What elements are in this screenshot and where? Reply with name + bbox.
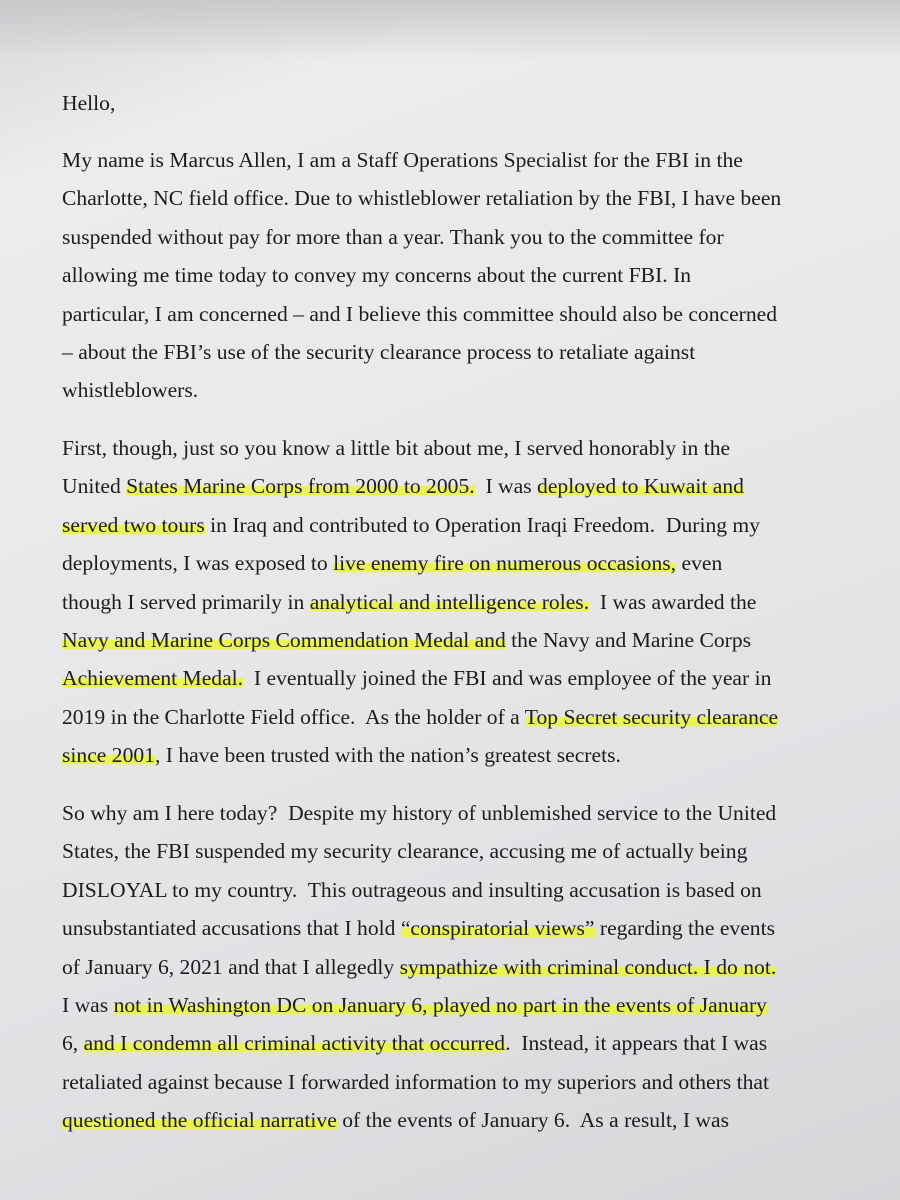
text-segment: So why am I here today? Despite my history of unblemished service to the United (62, 801, 777, 825)
text-segment: First, though, just so you know a little bit about me, I served honorably in the (62, 436, 731, 460)
text-segment: – about the FBI’s use of the security clearance process to retaliate against (62, 339, 696, 364)
text-segment: in Iraq and contributed to Operation Iraqi Freedom. During my (204, 512, 761, 537)
highlighted-text: questioned the official narrative (62, 1108, 337, 1133)
highlighted-text: deployed to Kuwait and (537, 474, 744, 499)
text-segment: Charlotte, NC field office. Due to whistleblower retaliation by the FBI, I have been (62, 186, 782, 211)
text-line (62, 1063, 776, 1101)
text-line (62, 659, 778, 697)
highlighted-text: Navy and Marine Corps Commendation Medal and (62, 627, 506, 652)
text-segment: My name is Marcus Allen, I am a Staff Operations Specialist for the FBI in the (62, 148, 743, 172)
text-line (62, 544, 778, 582)
text-line (62, 295, 781, 333)
text-segment: though I served primarily in (62, 589, 310, 614)
paper-fold-shadow (0, 0, 900, 60)
text-segment: allowing me time today to convey my concerns about the current FBI. In (62, 263, 692, 288)
text-segment: regarding the events (594, 916, 775, 941)
text-segment: particular, I am concerned – and I believe this committee should also be concerned (62, 301, 778, 326)
greeting: Hello, (62, 91, 116, 115)
text-line (62, 986, 776, 1024)
text-line (62, 333, 781, 371)
text-segment: of January 6, 2021 and that I allegedly (62, 954, 400, 979)
text-segment: of the events of January 6. As a result, I was (336, 1108, 730, 1133)
text-segment: whistleblowers. (62, 378, 199, 403)
highlighted-text: Top Secret security clearance (524, 704, 779, 729)
highlighted-text: not in Washington DC on January 6, played no part in the events of January (113, 992, 767, 1017)
text-line (62, 371, 781, 409)
highlighted-text: served two tours (62, 512, 205, 537)
text-line (62, 871, 776, 909)
text-line (62, 218, 781, 256)
text-line (62, 736, 778, 774)
text-line (62, 621, 778, 659)
text-line (62, 429, 778, 467)
text-line (62, 909, 776, 947)
text-line (62, 1101, 776, 1139)
highlighted-text: sympathize with criminal conduct. I do not. (399, 954, 777, 979)
text-line (62, 948, 776, 986)
text-segment: I eventually joined the FBI and was employee of the year in (243, 666, 772, 691)
text-line (62, 698, 778, 736)
highlighted-text: States Marine Corps from 2000 to 2005. (126, 474, 475, 499)
highlighted-text: and I condemn all criminal activity that occurred (83, 1031, 506, 1056)
text-segment: unsubstantiated accusations that I hold (62, 916, 401, 941)
text-segment: 2019 in the Charlotte Field office. As the holder of a (62, 704, 525, 729)
paragraph-clearance-suspension (62, 794, 776, 1140)
text-line (62, 832, 776, 870)
highlighted-text: since 2001 (62, 743, 155, 768)
text-segment: the Navy and Marine Corps (505, 627, 752, 652)
text-segment: retaliated against because I forwarded information to my superiors and others that (62, 1069, 769, 1094)
text-segment: 6, (62, 1031, 84, 1056)
text-segment: , I have been trusted with the nation’s greatest secrets. (154, 743, 621, 768)
text-line (62, 1024, 776, 1062)
text-segment: even (676, 551, 723, 576)
text-line (62, 583, 778, 621)
text-line (62, 141, 781, 179)
text-segment: I was (474, 474, 538, 499)
text-segment: I was awarded the (589, 589, 757, 614)
highlighted-text: “conspiratorial views” (400, 916, 595, 941)
text-line (62, 506, 778, 544)
text-segment: States, the FBI suspended my security clearance, accusing me of actually being (62, 839, 748, 864)
text-line (62, 179, 781, 217)
text-segment: I was (62, 992, 114, 1017)
text-segment: suspended without pay for more than a year. Thank you to the committee for (62, 224, 724, 249)
paragraph-intro (62, 141, 781, 410)
text-line (62, 467, 778, 505)
text-line (62, 794, 776, 832)
highlighted-text: live enemy fire on numerous occasions, (333, 551, 677, 576)
highlighted-text: analytical and intelligence roles. (309, 589, 590, 614)
text-segment: deployments, I was exposed to (62, 551, 334, 576)
text-line (62, 256, 781, 294)
highlighted-text: Achievement Medal. (62, 666, 244, 691)
text-segment: DISLOYAL to my country. This outrageous and insulting accusation is based on (62, 877, 762, 902)
text-segment: United (62, 474, 127, 499)
paragraph-military-service (62, 429, 778, 775)
text-segment: . Instead, it appears that I was (505, 1031, 768, 1056)
